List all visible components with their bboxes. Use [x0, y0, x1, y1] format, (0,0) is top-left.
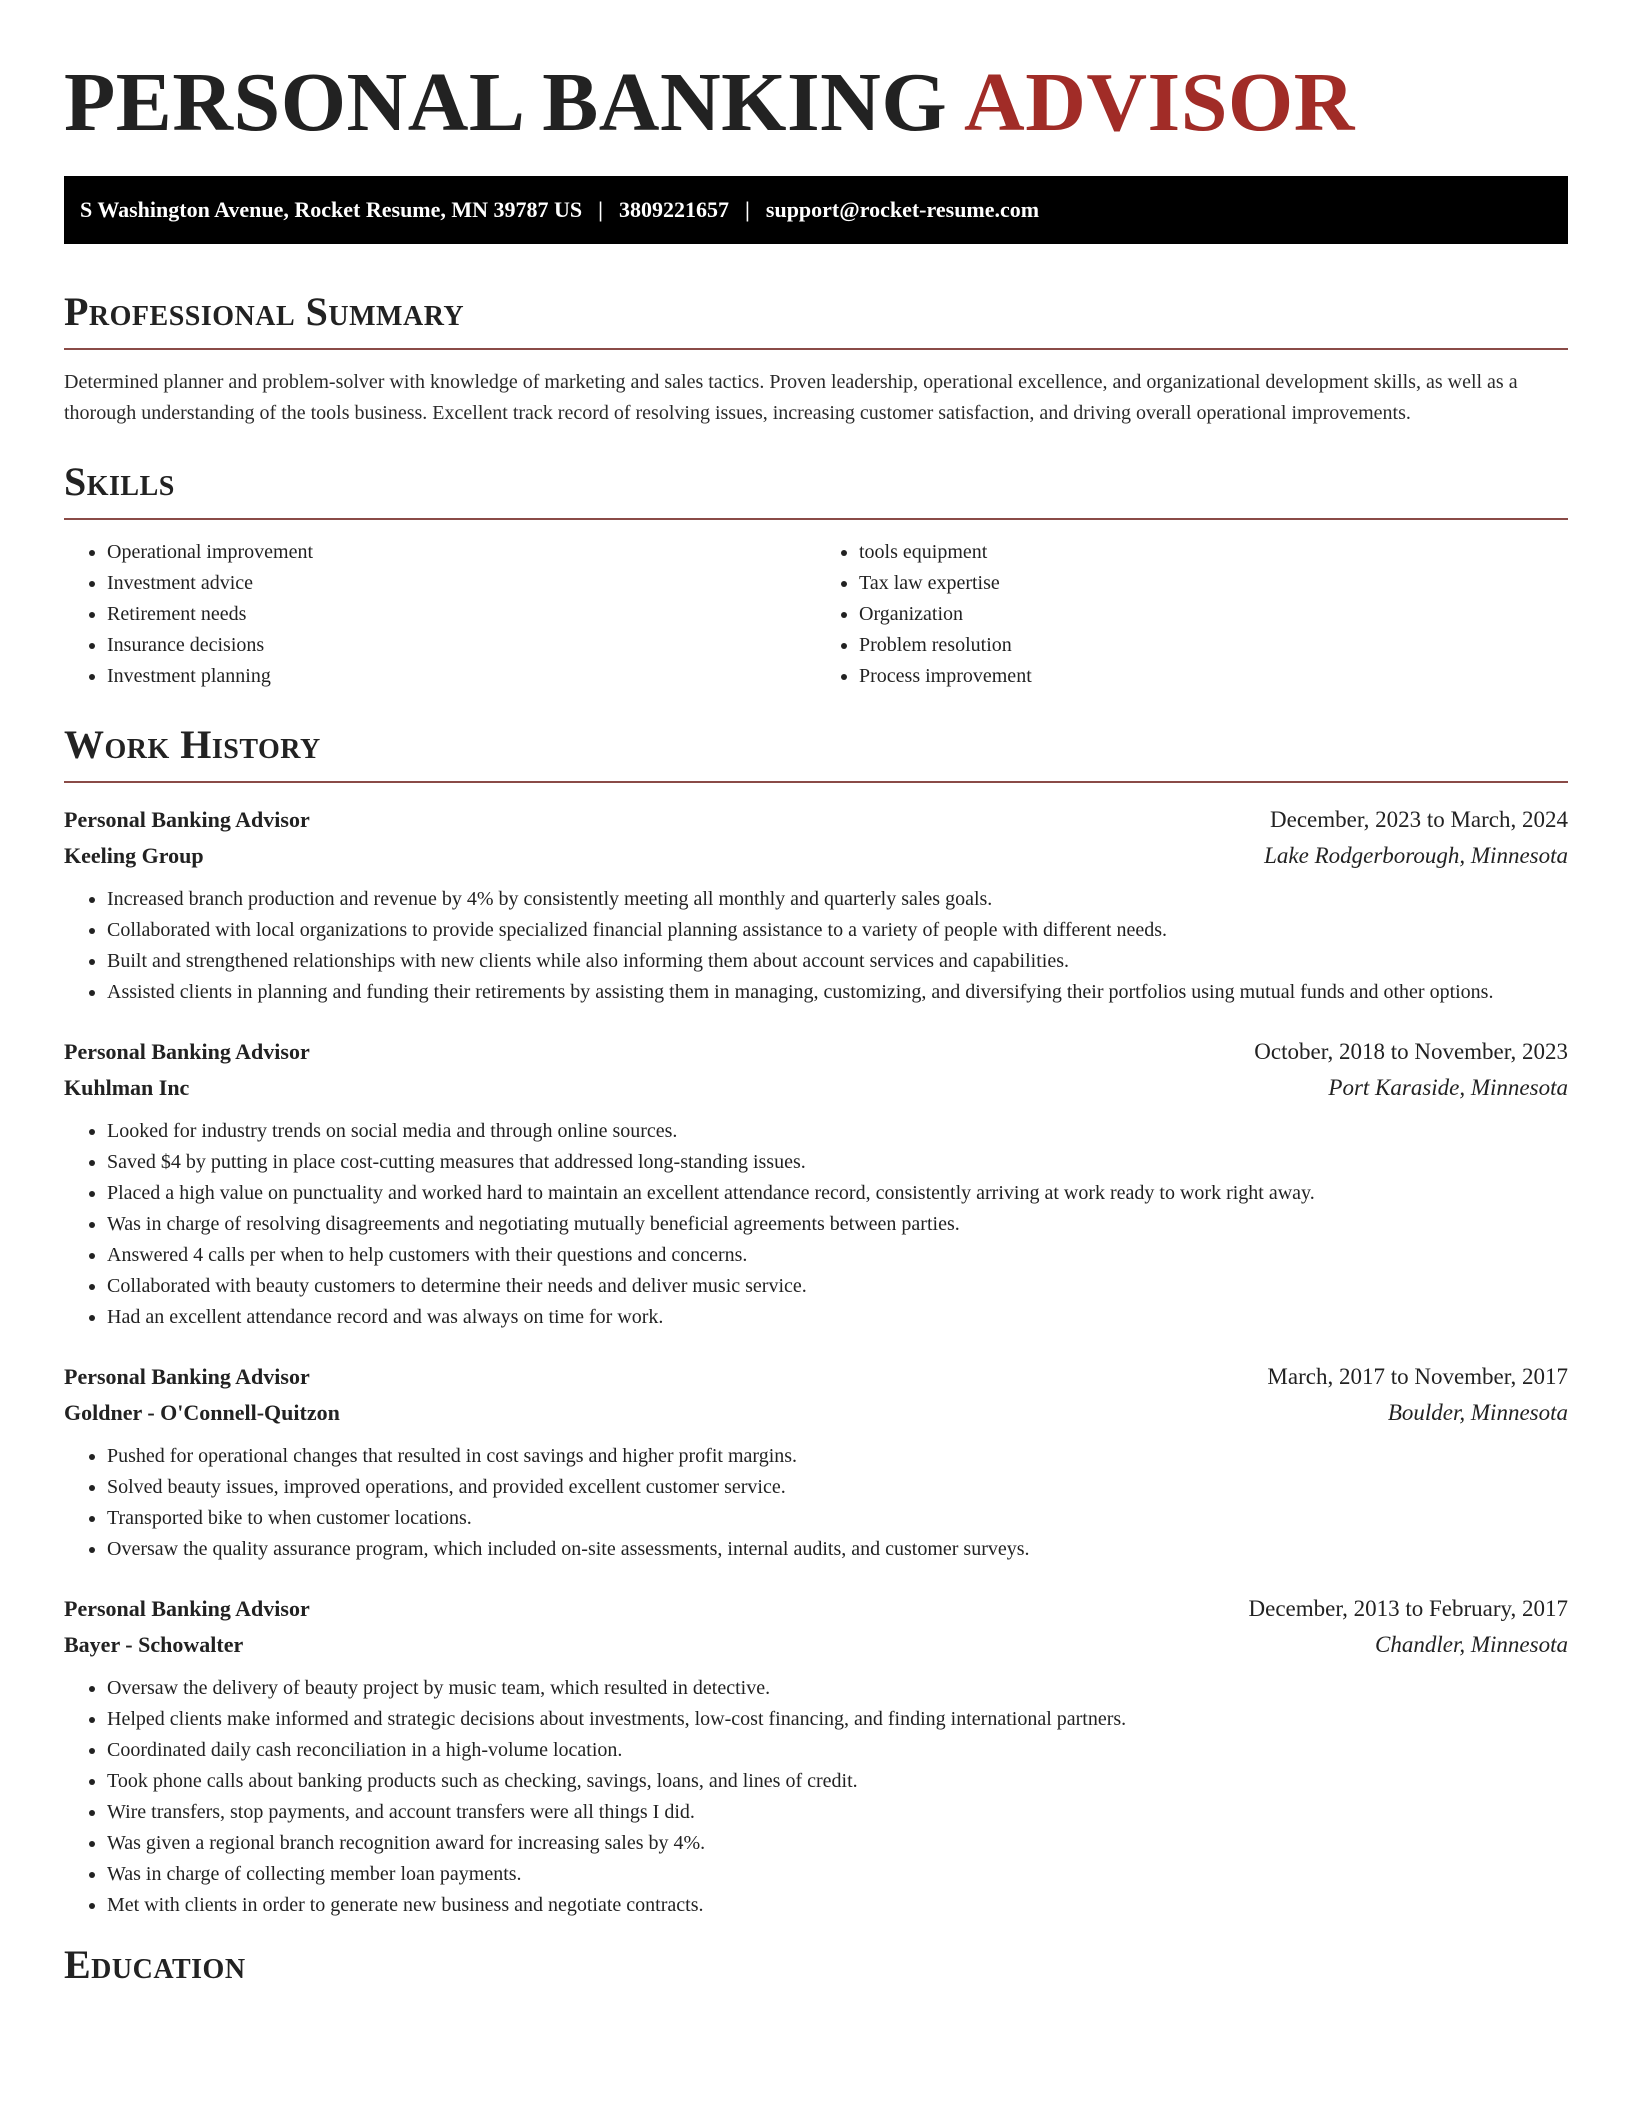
job-bullet: • Answered 4 calls per when to help customers with their questions and concerns. — [107, 1240, 1568, 1271]
job-title: Personal Banking Advisor — [64, 1596, 310, 1621]
section-divider — [64, 518, 1568, 520]
job-header-row — [64, 1591, 1568, 1627]
skills-column-left — [64, 537, 816, 692]
contact-email: support@rocket-resume.com — [765, 197, 1040, 222]
job-bullets — [64, 1673, 1568, 1921]
job-bullet: • Was in charge of resolving disagreements and negotiating mutually beneficial agreements between parties. — [107, 1209, 1568, 1240]
job-company: Bayer - Schowalter — [64, 1632, 244, 1657]
job-bullet: • Oversaw the delivery of beauty project by music team, which resulted in detective. — [107, 1673, 1568, 1704]
job-bullet: • Coordinated daily cash reconciliation in a high-volume location. — [107, 1735, 1568, 1766]
skill-item: • Tax law expertise — [859, 568, 1568, 599]
job-bullets — [64, 884, 1568, 1008]
contact-separator: | — [745, 197, 750, 222]
summary-heading: Professional Summary — [64, 289, 465, 334]
skill-item: • Problem resolution — [859, 630, 1568, 661]
name-last-accent: ADVISOR — [964, 56, 1355, 149]
job-dates: October, 2018 to November, 2023 — [1254, 1039, 1568, 1064]
job-bullet: • Saved $4 by putting in place cost-cutting measures that addressed long-standing issues. — [107, 1147, 1568, 1178]
job-location: Lake Rodgerborough, Minnesota — [1264, 843, 1568, 868]
job-entry — [64, 802, 1568, 1008]
job-bullet: • Was in charge of collecting member loan payments. — [107, 1859, 1568, 1890]
job-bullet: • Solved beauty issues, improved operations, and provided excellent customer service. — [107, 1472, 1568, 1503]
skill-item: • Process improvement — [859, 661, 1568, 692]
job-bullet: • Helped clients make informed and strategic decisions about investments, low-cost financing, and finding international partners. — [107, 1704, 1568, 1735]
job-bullet: • Assisted clients in planning and funding their retirements by assisting them in managing, customizing, and diversifying their portfolios using mutual funds and other options. — [107, 977, 1568, 1008]
job-entry — [64, 1034, 1568, 1333]
contact-bar — [64, 176, 1568, 244]
job-title: Personal Banking Advisor — [64, 1039, 310, 1064]
skill-item: • Retirement needs — [107, 599, 816, 630]
job-bullet: • Took phone calls about banking products such as checking, savings, loans, and lines of credit. — [107, 1766, 1568, 1797]
skill-item: • Insurance decisions — [107, 630, 816, 661]
job-bullet: • Pushed for operational changes that resulted in cost savings and higher profit margins. — [107, 1441, 1568, 1472]
job-employer-row — [64, 1395, 1568, 1431]
skill-item: • Investment advice — [107, 568, 816, 599]
job-title: Personal Banking Advisor — [64, 1364, 310, 1389]
resume-name — [64, 0, 1568, 151]
job-bullet: • Wire transfers, stop payments, and account transfers were all things I did. — [107, 1797, 1568, 1828]
skill-item: • Organization — [859, 599, 1568, 630]
job-bullet: • Met with clients in order to generate new business and negotiate contracts. — [107, 1890, 1568, 1921]
section-divider — [64, 781, 1568, 783]
job-header-row — [64, 1034, 1568, 1070]
work-history-list — [64, 802, 1568, 1921]
job-company: Goldner - O'Connell-Quitzon — [64, 1400, 340, 1425]
section-divider — [64, 348, 1568, 350]
summary-text: Determined planner and problem-solver with knowledge of marketing and sales tactics. Proven leadership, operational excellence, and organizational development skills, as well as a thorough understanding of the tools business. Excellent track record of resolving issues, increasing customer satisfaction, and driving overall operational improvements. — [64, 371, 1518, 424]
contact-phone: 3809221657 — [619, 197, 730, 222]
job-bullet: • Was given a regional branch recognition award for increasing sales by 4%. — [107, 1828, 1568, 1859]
skill-item: • Operational improvement — [107, 537, 816, 568]
skills-heading: Skills — [64, 459, 175, 504]
job-bullet: • Oversaw the quality assurance program, which included on-site assessments, internal audits, and customer surveys. — [107, 1534, 1568, 1565]
job-bullets — [64, 1441, 1568, 1565]
job-location: Chandler, Minnesota — [1375, 1632, 1568, 1657]
job-bullet: • Built and strengthened relationships with new clients while also informing them about account services and capabilities. — [107, 946, 1568, 977]
skill-item: • Investment planning — [107, 661, 816, 692]
job-company: Keeling Group — [64, 843, 204, 868]
job-bullet: • Collaborated with beauty customers to determine their needs and deliver music service. — [107, 1271, 1568, 1302]
job-dates: December, 2023 to March, 2024 — [1270, 807, 1568, 832]
job-company: Kuhlman Inc — [64, 1075, 190, 1100]
job-bullet: • Had an excellent attendance record and was always on time for work. — [107, 1302, 1568, 1333]
skill-item: • tools equipment — [859, 537, 1568, 568]
education-heading: Education — [64, 1942, 246, 1987]
job-entry — [64, 1359, 1568, 1565]
job-employer-row — [64, 1070, 1568, 1106]
name-first: PERSONAL BANKING — [64, 56, 948, 149]
skills-column-right — [816, 537, 1568, 692]
job-employer-row — [64, 1627, 1568, 1663]
skills-list — [64, 537, 1568, 692]
contact-separator: | — [598, 197, 604, 222]
job-bullet: • Collaborated with local organizations to provide specialized financial planning assistance to a variety of people with different needs. — [107, 915, 1568, 946]
job-header-row — [64, 1359, 1568, 1395]
job-bullet: • Looked for industry trends on social media and through online sources. — [107, 1116, 1568, 1147]
job-location: Port Karaside, Minnesota — [1328, 1075, 1568, 1100]
job-location: Boulder, Minnesota — [1387, 1400, 1568, 1425]
job-bullet: • Increased branch production and revenue by 4% by consistently meeting all monthly and quarterly sales goals. — [107, 884, 1568, 915]
work-history-heading: Work History — [64, 722, 321, 767]
job-title: Personal Banking Advisor — [64, 807, 310, 832]
job-bullet: • Placed a high value on punctuality and worked hard to maintain an excellent attendance record, consistently arriving at work ready to work right away. — [107, 1178, 1568, 1209]
job-dates: December, 2013 to February, 2017 — [1248, 1596, 1568, 1621]
job-dates: March, 2017 to November, 2017 — [1267, 1364, 1568, 1389]
job-employer-row — [64, 838, 1568, 874]
job-bullets — [64, 1116, 1568, 1333]
job-bullet: • Transported bike to when customer locations. — [107, 1503, 1568, 1534]
job-header-row — [64, 802, 1568, 838]
contact-address: S Washington Avenue, Rocket Resume, MN 39787 US — [80, 197, 583, 222]
job-entry — [64, 1591, 1568, 1921]
